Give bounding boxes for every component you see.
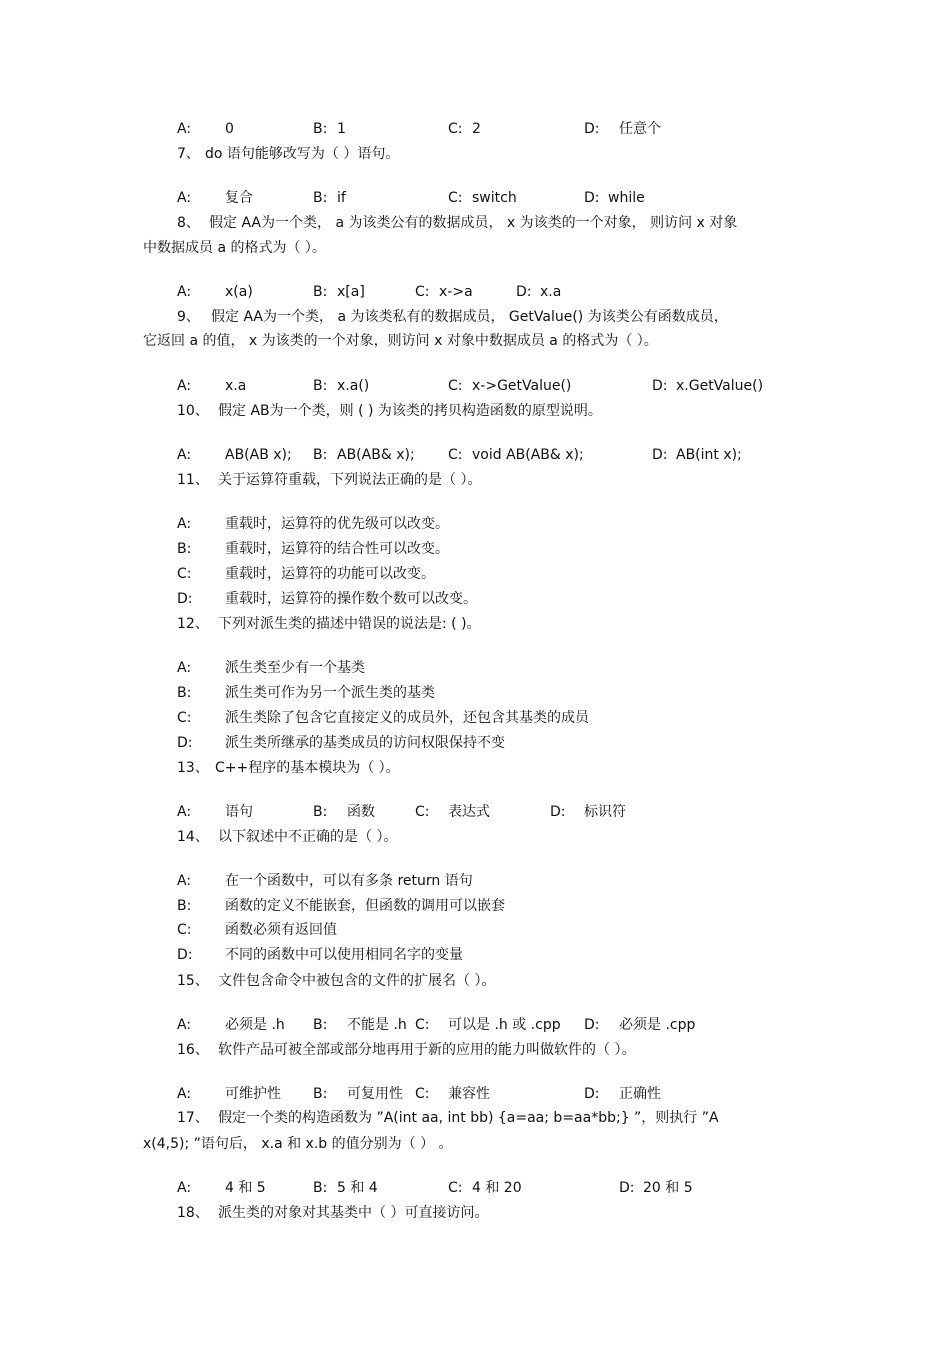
q12-opt-b-text: 派生类可作为另一个派生类的基类: [225, 685, 435, 701]
q10-opt-c-text: void AB(AB& x);: [472, 447, 584, 463]
q13-opt-d-text: 标识符: [584, 804, 626, 820]
q14-number: 14、: [177, 829, 209, 845]
q18-stem: 派生类的对象对其基类中（ ）可直接访问。: [218, 1205, 489, 1221]
q9-opt-d-text: x.GetValue(): [676, 378, 764, 394]
q14-opt-b-label: B:: [177, 898, 192, 914]
q15-number: 15、: [177, 973, 209, 989]
q16-opt-c-label: C:: [415, 1086, 430, 1102]
q17-opt-c-label: C:: [448, 1180, 463, 1196]
q9-opt-c-label: C:: [448, 378, 463, 394]
q6-opt-c-text: 2: [472, 121, 481, 137]
q11-opt-b-label: B:: [177, 541, 192, 557]
q12-opt-b-label: B:: [177, 685, 192, 701]
q17-opt-b-label: B:: [313, 1180, 328, 1196]
q6-opt-d-text: 任意个: [619, 121, 661, 137]
q15-opt-d-text: 必须是 .cpp: [619, 1017, 696, 1033]
q7-opt-b-text: if: [337, 190, 346, 206]
q13-opt-c-label: C:: [415, 804, 430, 820]
q12-opt-d-label: D:: [177, 735, 193, 751]
q6-opt-c-label: C:: [448, 121, 463, 137]
q14-opt-d-text: 不同的函数中可以使用相同名字的变量: [225, 947, 463, 963]
q11-stem: 关于运算符重载，下列说法正确的是（ ）。: [218, 472, 482, 488]
q7-opt-a-text: 复合: [225, 190, 253, 206]
q16-number: 16、: [177, 1042, 209, 1058]
q14-opt-d-label: D:: [177, 947, 193, 963]
q13-stem: C++程序的基本模块为（ ）。: [215, 760, 400, 776]
q7-number: 7、: [177, 146, 200, 162]
q14-opt-b-text: 函数的定义不能嵌套，但函数的调用可以嵌套: [225, 898, 505, 914]
q16-opt-b-text: 可复用性: [347, 1086, 403, 1102]
q10-stem: 假定 AB为一个类，则 ( ) 为该类的拷贝构造函数的原型说明。: [218, 403, 602, 419]
q15-opt-a-label: A:: [177, 1017, 192, 1033]
q8-opt-b-text: x[a]: [337, 284, 365, 300]
q8-opt-b-label: B:: [313, 284, 328, 300]
q7-stem: do 语句能够改写为（ ）语句。: [205, 146, 400, 162]
q6-opt-a-label: A:: [177, 121, 192, 137]
q9-opt-b-label: B:: [313, 378, 328, 394]
q16-opt-b-label: B:: [313, 1086, 328, 1102]
q11-opt-d-text: 重载时，运算符的操作数个数可以改变。: [225, 591, 477, 607]
q13-opt-a-text: 语句: [225, 804, 253, 820]
q15-opt-b-label: B:: [313, 1017, 328, 1033]
q13-opt-b-label: B:: [313, 804, 328, 820]
q17-opt-d-text: 20 和 5: [643, 1180, 693, 1196]
q6-opt-b-label: B:: [313, 121, 328, 137]
q10-opt-d-text: AB(int x);: [676, 447, 742, 463]
q14-stem: 以下叙述中不正确的是（ ）。: [218, 829, 398, 845]
q16-opt-a-label: A:: [177, 1086, 192, 1102]
q16-opt-a-text: 可维护性: [225, 1086, 281, 1102]
q10-opt-a-text: AB(AB x);: [225, 447, 292, 463]
q12-opt-c-text: 派生类除了包含它直接定义的成员外，还包含其基类的成员: [225, 710, 589, 726]
q16-opt-c-text: 兼容性: [448, 1086, 490, 1102]
q17-opt-a-text: 4 和 5: [225, 1180, 266, 1196]
q17-opt-b-text: 5 和 4: [337, 1180, 378, 1196]
q9-opt-a-text: x.a: [225, 378, 247, 394]
q8-opt-a-label: A:: [177, 284, 192, 300]
q12-opt-a-text: 派生类至少有一个基类: [225, 660, 365, 676]
q7-opt-d-label: D:: [584, 190, 600, 206]
q7-opt-b-label: B:: [313, 190, 328, 206]
q12-opt-c-label: C:: [177, 710, 192, 726]
q17-number: 17、: [177, 1110, 209, 1126]
q13-opt-b-text: 函数: [347, 804, 375, 820]
q9-opt-b-text: x.a(): [337, 378, 370, 394]
q12-stem: 下列对派生类的描述中错误的说法是: ( )。: [218, 616, 481, 632]
q7-opt-a-label: A:: [177, 190, 192, 206]
q9-opt-c-text: x->GetValue(): [472, 378, 572, 394]
q8-number: 8、: [177, 215, 200, 231]
q12-opt-d-text: 派生类所继承的基类成员的访问权限保持不变: [225, 735, 505, 751]
q13-number: 13、: [177, 760, 209, 776]
q11-opt-d-label: D:: [177, 591, 193, 607]
q18-number: 18、: [177, 1205, 209, 1221]
q17-stem-cont: x(4,5); ”语句后， x.a 和 x.b 的值分别为（ ） 。: [143, 1136, 453, 1152]
q13-opt-d-label: D:: [550, 804, 566, 820]
q9-opt-d-label: D:: [652, 378, 668, 394]
q16-opt-d-label: D:: [584, 1086, 600, 1102]
q6-opt-a-text: 0: [225, 121, 234, 137]
q15-opt-d-label: D:: [584, 1017, 600, 1033]
q15-opt-b-text: 不能是 .h: [347, 1017, 407, 1033]
q16-stem: 软件产品可被全部或部分地再用于新的应用的能力叫做软件的（ ）。: [218, 1042, 636, 1058]
q7-opt-d-text: while: [608, 190, 645, 206]
q17-opt-c-text: 4 和 20: [472, 1180, 522, 1196]
q17-stem: 假定一个类的构造函数为 ”A(int aa, int bb) {a=aa; b=aa*bb;} ”，则执行 ”A: [218, 1110, 719, 1126]
q11-opt-a-label: A:: [177, 516, 192, 532]
q8-stem-cont: 中数据成员 a 的格式为（ ）。: [143, 240, 326, 256]
q14-opt-c-label: C:: [177, 922, 192, 938]
q11-opt-a-text: 重载时，运算符的优先级可以改变。: [225, 516, 449, 532]
q15-opt-c-text: 可以是 .h 或 .cpp: [448, 1017, 561, 1033]
q10-opt-d-label: D:: [652, 447, 668, 463]
q13-opt-c-text: 表达式: [448, 804, 490, 820]
q15-opt-c-label: C:: [415, 1017, 430, 1033]
q17-opt-a-label: A:: [177, 1180, 192, 1196]
q10-opt-c-label: C:: [448, 447, 463, 463]
q17-opt-d-label: D:: [619, 1180, 635, 1196]
q8-stem: 假定 AA为一个类， a 为该类公有的数据成员， x 为该类的一个对象， 则访问 x 对象: [209, 215, 738, 231]
q8-opt-c-label: C:: [415, 284, 430, 300]
q12-opt-a-label: A:: [177, 660, 192, 676]
q12-number: 12、: [177, 616, 209, 632]
q15-stem: 文件包含命令中被包含的文件的扩展名（ ）。: [218, 973, 496, 989]
q14-opt-c-text: 函数必须有返回值: [225, 922, 337, 938]
q8-opt-c-text: x->a: [439, 284, 473, 300]
q9-opt-a-label: A:: [177, 378, 192, 394]
q10-opt-b-label: B:: [313, 447, 328, 463]
q11-opt-c-text: 重载时，运算符的功能可以改变。: [225, 566, 435, 582]
q10-opt-b-text: AB(AB& x);: [337, 447, 415, 463]
q9-stem: 假定 AA为一个类， a 为该类私有的数据成员， GetValue() 为该类公有函数成员，: [211, 309, 728, 325]
q7-opt-c-text: switch: [472, 190, 517, 206]
q14-opt-a-text: 在一个函数中，可以有多条 return 语句: [225, 873, 473, 889]
q8-opt-d-label: D:: [516, 284, 532, 300]
q9-number: 9、: [177, 309, 200, 325]
q6-opt-b-text: 1: [337, 121, 346, 137]
q7-opt-c-label: C:: [448, 190, 463, 206]
q10-number: 10、: [177, 403, 209, 419]
q13-opt-a-label: A:: [177, 804, 192, 820]
q15-opt-a-text: 必须是 .h: [225, 1017, 285, 1033]
q14-opt-a-label: A:: [177, 873, 192, 889]
q16-opt-d-text: 正确性: [619, 1086, 661, 1102]
q11-opt-c-label: C:: [177, 566, 192, 582]
q11-opt-b-text: 重载时，运算符的结合性可以改变。: [225, 541, 449, 557]
q6-opt-d-label: D:: [584, 121, 600, 137]
q8-opt-a-text: x(a): [225, 284, 253, 300]
q10-opt-a-label: A:: [177, 447, 192, 463]
q11-number: 11、: [177, 472, 209, 488]
q8-opt-d-text: x.a: [540, 284, 562, 300]
q9-stem-cont: 它返回 a 的值， x 为该类的一个对象，则访问 x 对象中数据成员 a 的格式为（ ）。: [143, 333, 658, 349]
